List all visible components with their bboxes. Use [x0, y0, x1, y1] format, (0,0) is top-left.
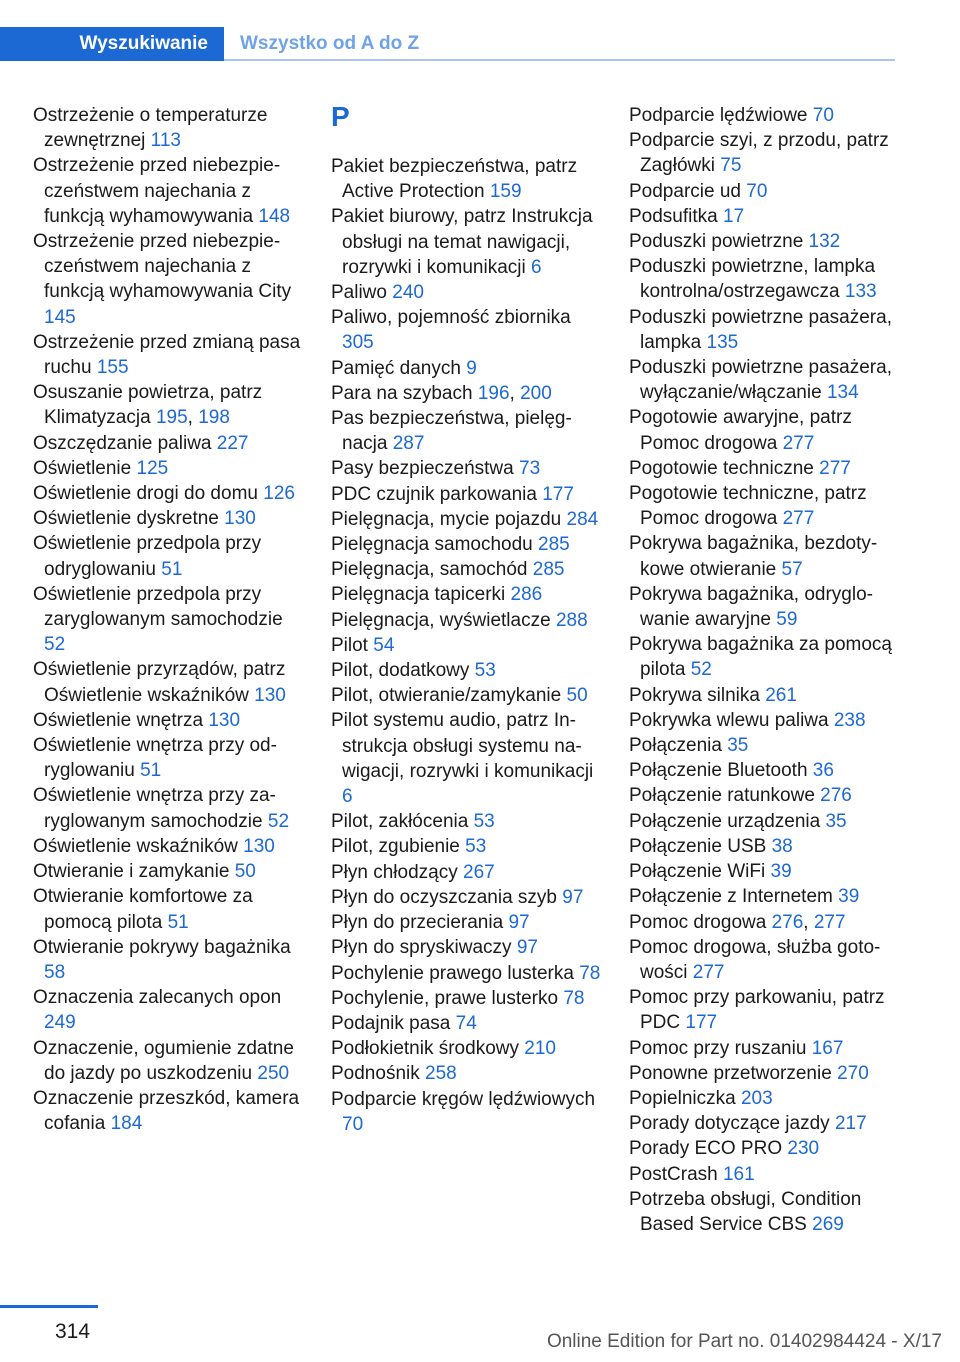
index-term: Popielniczka [629, 1087, 736, 1109]
index-entry [629, 708, 901, 733]
page-reference-link[interactable]: 39 [838, 886, 860, 908]
index-term: Otwieranie i zamykanie [33, 861, 230, 883]
index-entry: Osuszanie powietrza, patrz Klimatyzacja 195, 198 [33, 382, 263, 429]
page-reference-link[interactable]: 78 [579, 962, 601, 984]
page-reference-link[interactable]: 130 [224, 508, 256, 530]
index-entry [331, 406, 601, 456]
index-term: Pamięć danych [331, 357, 461, 379]
index-entry [331, 1061, 601, 1086]
page-reference-link[interactable]: 177 [685, 1012, 718, 1034]
index-term: Połączenie USB [629, 835, 767, 857]
index-term: Pokrywa bagażnika, odryglowanie awaryjne [629, 583, 873, 631]
index-entry [33, 733, 303, 783]
page-reference-link[interactable]: 132 [808, 231, 841, 253]
page-reference-link[interactable]: 70 [812, 105, 834, 126]
index-entry [331, 683, 601, 708]
page-reference-link[interactable]: 135 [706, 331, 739, 353]
page-reference-link[interactable]: 97 [562, 886, 584, 908]
index-term: Oświetlenie wskaźników [33, 835, 238, 857]
index-term: Oświetlenie przedpola przy zaryglowanym samochodzie [33, 583, 283, 631]
page-reference-link[interactable]: 51 [161, 558, 183, 580]
index-term: Podsufitka [629, 205, 718, 227]
index-entry [331, 305, 601, 355]
page-reference-link[interactable]: 200 [520, 382, 552, 404]
index-term: Podłokietnik środkowy [331, 1038, 519, 1060]
index-entry [629, 229, 901, 254]
page-reference-link[interactable]: 184 [110, 1113, 143, 1135]
page-reference-link[interactable]: 267 [463, 861, 495, 883]
index-entry [331, 961, 601, 986]
page-reference-link[interactable]: 130 [243, 835, 275, 857]
page-reference-link[interactable]: 277 [782, 508, 815, 530]
index-entry [629, 758, 901, 783]
index-entry [33, 506, 303, 531]
page-reference-link[interactable]: 50 [566, 685, 588, 707]
index-entry [33, 582, 303, 658]
index-entry [33, 456, 303, 481]
index-term: Ostrzeżenie przed zmianą pasa ruchu [33, 331, 301, 379]
index-term: Paliwo [331, 282, 387, 304]
page-reference-link[interactable]: 130 [254, 684, 286, 706]
index-entry [33, 1036, 303, 1086]
index-entry [629, 632, 901, 682]
index-entry [331, 834, 601, 859]
page-number: 314 [55, 1320, 91, 1343]
page-reference-link[interactable]: 52 [44, 634, 66, 656]
index-term: Podparcie lędźwiowe [629, 105, 808, 126]
index-term: Oświetlenie drogi do domu [33, 483, 258, 505]
index-entry [629, 809, 901, 834]
index-term: Połączenie urządzenia [629, 810, 821, 832]
index-term: Oznaczenia zalecanych opon [33, 987, 282, 1009]
index-term: Pielęgnacja tapicerki [331, 584, 506, 606]
index-term: Pogotowie techniczne [629, 457, 814, 479]
index-term: Połączenie z Internetem [629, 886, 833, 908]
page-reference-link[interactable]: 35 [825, 810, 847, 832]
index-term: Pilot, zakłócenia [331, 811, 469, 833]
index-entry [33, 884, 303, 934]
page-reference-link[interactable]: 51 [140, 760, 162, 782]
index-entry [331, 507, 601, 532]
index-term: Otwieranie pokrywy bagażnika [33, 936, 291, 958]
page-reference-link[interactable]: 6 [342, 786, 353, 808]
page-reference-link[interactable]: 145 [44, 306, 76, 328]
index-term: Pilot systemu audio, patrz Instrukcja obsługi systemu nawigacji, rozrywki i komunikacji [331, 710, 594, 782]
page-reference-link[interactable]: 39 [770, 861, 792, 883]
index-term: Porady dotyczące jazdy [629, 1113, 830, 1135]
index-term: Podparcie ud [629, 180, 741, 202]
index-entry [33, 985, 303, 1035]
index-entry [331, 280, 601, 305]
index-term: Oświetlenie [33, 457, 132, 479]
page-reference-link[interactable]: 284 [566, 508, 599, 530]
index-column-2 [331, 103, 601, 1137]
index-term: Pomoc drogowa [629, 911, 767, 933]
page-reference-link[interactable]: 217 [834, 1113, 867, 1135]
page-reference-link[interactable]: 167 [811, 1037, 844, 1059]
page-reference-link[interactable]: 177 [542, 483, 574, 505]
index-term: Ostrzeżenie przed niebezpieczeństwem najechania z funkcją wyhamowywania [33, 155, 281, 227]
index-entry [629, 481, 901, 531]
page-reference-link[interactable]: 52 [690, 659, 712, 681]
index-entry [629, 1162, 901, 1187]
page-reference-link[interactable]: 53 [474, 660, 496, 682]
index-term: Potrzeba obsługi, Condition Based Service CBS [629, 1188, 862, 1235]
index-term: Oszczędzanie paliwa [33, 432, 212, 454]
index-term: Połączenie Bluetooth [629, 760, 808, 782]
index-entry: Pomoc drogowa 276, 277 [629, 911, 846, 933]
index-term: Płyn chłodzący [331, 861, 458, 883]
footer-edition-note: Online Edition for Part no. 01402984424 - X/17 [546, 1331, 942, 1352]
page-reference-link[interactable]: 269 [812, 1213, 844, 1235]
index-entry [331, 708, 601, 809]
index-term: Pomoc przy ruszaniu [629, 1037, 807, 1059]
index-entry [33, 783, 303, 833]
index-term: Pokrywa bagażnika, bezdotykowe otwieranie [629, 533, 878, 580]
index-term: Pochylenie prawego lusterka [331, 962, 574, 984]
index-term: Ostrzeżenie o temperaturze zewnętrznej [33, 105, 268, 152]
page-reference-link[interactable]: 50 [234, 861, 256, 883]
index-term: Paliwo, pojemność zbiornika [331, 307, 571, 329]
index-term: Podparcie kręgów lędźwiowych [331, 1088, 596, 1110]
index-term: Pilot, dodatkowy [331, 660, 470, 682]
index-term: Pogotowie techniczne, patrz Pomoc drogowa [629, 483, 867, 530]
index-entry [331, 456, 601, 481]
index-entry [331, 633, 601, 658]
index-term: Pilot, otwieranie/zamykanie [331, 685, 562, 707]
index-entry [33, 657, 303, 707]
index-entry [629, 254, 901, 304]
index-column-1 [33, 103, 303, 1136]
page-reference-link[interactable]: 240 [392, 282, 424, 304]
index-term: Oświetlenie wnętrza [33, 709, 204, 731]
index-entry [629, 531, 901, 581]
index-entry [331, 204, 601, 280]
page-reference-link[interactable]: 70 [342, 1113, 364, 1135]
index-entry [629, 834, 901, 859]
page-reference-link[interactable]: 126 [263, 483, 295, 505]
index-entry [629, 128, 901, 178]
index-entry [629, 683, 901, 708]
index-entry [331, 658, 601, 683]
page-reference-link[interactable]: 198 [198, 407, 230, 429]
page-reference-link[interactable]: 238 [833, 709, 866, 731]
index-entry [33, 1086, 303, 1136]
page-reference-link[interactable]: 9 [466, 357, 477, 379]
index-term: Płyn do przecierania [331, 912, 504, 934]
page-reference-link[interactable]: 258 [425, 1063, 457, 1085]
index-entry [33, 103, 303, 153]
index-term: Podajnik pasa [331, 1012, 451, 1034]
index-term: Para na szybach [331, 382, 473, 404]
index-term: Pomoc drogowa, służba gotowości [629, 936, 881, 983]
index-term: Połączenia [629, 735, 722, 757]
page-reference-link[interactable]: 134 [826, 382, 859, 404]
tab-search[interactable]: Wyszukiwanie [0, 27, 224, 61]
page-reference-link[interactable]: 288 [555, 609, 588, 631]
index-term: Poduszki powietrzne [629, 231, 804, 253]
index-term: Pielęgnacja samochodu [331, 534, 533, 556]
page-reference-link[interactable]: 52 [267, 810, 290, 832]
index-term: Pielęgnacja, samochód [331, 559, 528, 581]
page-reference-link[interactable]: 287 [392, 433, 425, 455]
index-term: Pakiet bezpieczeństwa, patrz Active Protection [331, 156, 578, 203]
page-reference-link[interactable]: 73 [519, 458, 541, 480]
page-reference-link[interactable]: 155 [96, 357, 129, 379]
page-reference-link[interactable]: 53 [473, 811, 495, 833]
page-reference-link[interactable]: 277 [692, 961, 725, 983]
index-entry [629, 204, 901, 229]
index-entry [629, 355, 901, 405]
index-entry [331, 809, 601, 834]
index-term: Poduszki powietrzne pasażera, wyłączanie/włączanie [629, 357, 892, 404]
index-term: Pokrywka wlewu paliwa [629, 709, 829, 731]
index-entry [331, 482, 601, 507]
index-entry [331, 986, 601, 1011]
page-reference-link[interactable]: 58 [44, 961, 66, 983]
index-entry [629, 305, 901, 355]
index-term: PostCrash [629, 1163, 718, 1185]
index-entry [33, 431, 303, 456]
index-entry [33, 481, 303, 506]
index-entry: Para na szybach 196, 200 [331, 382, 552, 404]
index-term: Poduszki powietrzne, lampka kontrolna/ostrzegawcza [629, 256, 876, 303]
index-term: Porady ECO PRO [629, 1138, 783, 1160]
index-term: Pielęgnacja, wyświetlacze [331, 609, 551, 631]
page-reference-link[interactable]: 35 [727, 735, 749, 757]
page-reference-link[interactable]: 249 [44, 1012, 76, 1034]
page-reference-link[interactable]: 57 [781, 558, 803, 580]
page-reference-link[interactable]: 210 [524, 1038, 556, 1060]
index-entry [331, 885, 601, 910]
index-term: PDC czujnik parkowania [331, 483, 537, 505]
page-reference-link[interactable]: 286 [510, 584, 543, 606]
index-entry [331, 608, 601, 633]
index-entry [331, 582, 601, 607]
index-entry [33, 531, 303, 581]
index-term: Oświetlenie wnętrza przy odryglowaniu [33, 735, 277, 782]
page-reference-link[interactable]: 270 [837, 1062, 869, 1084]
index-term: Oświetlenie przyrządów, patrz Oświetlenie wskaźników [33, 659, 286, 706]
page-reference-link[interactable]: 125 [136, 457, 169, 479]
index-term: Pas bezpieczeństwa, pielęgnacja [331, 408, 572, 455]
page-reference-link[interactable]: 78 [563, 987, 585, 1009]
page-reference-link[interactable]: 285 [538, 534, 570, 556]
page-reference-link[interactable]: 97 [516, 937, 538, 959]
index-entry [331, 910, 601, 935]
index-term: Pilot, zgubienie [331, 836, 460, 858]
index-entry [629, 582, 901, 632]
page-reference-link[interactable]: 277 [782, 432, 815, 454]
index-entry [331, 860, 601, 885]
page-reference-link[interactable]: 250 [257, 1062, 290, 1084]
index-term: Oświetlenie wnętrza przy zaryglowanym samochodzie [33, 785, 276, 832]
index-term: Podparcie szyi, z przodu, patrz Zagłówki [629, 130, 889, 177]
page-reference-link[interactable]: 195 [155, 407, 188, 429]
index-term: Oznaczenie przeszkód, kamera cofania [33, 1087, 300, 1135]
page-reference-link[interactable]: 285 [532, 559, 565, 581]
index-entry [629, 456, 901, 481]
index-term: Pomoc przy parkowaniu, patrz PDC [629, 987, 885, 1034]
page-reference-link[interactable]: 130 [208, 709, 241, 731]
index-term: Płyn do oczyszczania szyb [331, 886, 557, 908]
index-term: Pilot [331, 634, 368, 656]
page-reference-link[interactable]: 54 [373, 634, 395, 656]
index-term: Pakiet biurowy, patrz Instrukcja obsługi na temat nawigacji, rozrywki i komunikacji [331, 206, 593, 278]
index-entry [629, 103, 901, 128]
page-reference-link[interactable]: 97 [508, 912, 530, 934]
page-reference-link[interactable]: 75 [720, 155, 742, 177]
section-letter-heading: P [331, 101, 350, 132]
index-entry [629, 733, 901, 758]
page-reference-link[interactable]: 196 [477, 382, 510, 404]
index-entry [629, 935, 901, 985]
index-entry [629, 783, 901, 808]
page-reference-link[interactable]: 159 [489, 181, 522, 203]
index-term: Otwieranie komfortowe za pomocą pilota [33, 886, 253, 933]
page-reference-link[interactable]: 305 [342, 332, 374, 354]
page-reference-link[interactable]: 38 [771, 835, 793, 857]
index-term: Pogotowie awaryjne, patrz Pomoc drogowa [629, 407, 852, 454]
index-entry [331, 557, 601, 582]
index-term: Pasy bezpieczeństwa [331, 458, 514, 480]
page-reference-link[interactable]: 36 [812, 760, 834, 782]
index-term: Pokrywa silnika [629, 684, 760, 706]
index-term: Połączenie ratunkowe [629, 785, 815, 807]
index-term: Pochylenie, prawe lusterko [331, 987, 559, 1009]
index-term: Oświetlenie dyskretne [33, 508, 219, 530]
page-reference-link[interactable]: 74 [455, 1012, 477, 1034]
index-tab-bar [0, 27, 895, 61]
page-reference-link[interactable]: 70 [746, 180, 768, 202]
index-term: Oznaczenie, ogumienie zdatne do jazdy po uszkodzeniu [33, 1037, 294, 1084]
tab-a-to-z[interactable]: Wszystko od A do Z [240, 33, 420, 54]
page-reference-link[interactable]: 261 [765, 684, 797, 706]
page-reference-link[interactable]: 277 [819, 457, 851, 479]
index-entry [629, 859, 901, 884]
index-entry [33, 708, 303, 733]
page-reference-link[interactable]: 53 [465, 836, 487, 858]
page-reference-link[interactable]: 59 [776, 609, 798, 631]
index-entry [33, 153, 303, 229]
footer-rule [0, 1305, 98, 1308]
index-term: Pielęgnacja, mycie pojazdu [331, 508, 562, 530]
index-term: Poduszki powietrzne pasażera, lampka [629, 306, 892, 353]
index-term: Ostrzeżenie przed niebezpieczeństwem najechania z funkcją wyhamowywania City [33, 231, 292, 303]
page-reference-link[interactable]: 276 [771, 911, 804, 933]
index-term: Oświetlenie przedpola przy odryglowaniu [33, 533, 262, 580]
page-reference-link[interactable]: 203 [740, 1087, 773, 1109]
index-entry [629, 1086, 901, 1111]
index-entry [629, 1061, 901, 1086]
index-entry [331, 1011, 601, 1036]
index-entry [33, 229, 303, 330]
index-entry [331, 532, 601, 557]
page-reference-link[interactable]: 227 [216, 432, 249, 454]
index-term: Osuszanie powietrza, patrz Klimatyzacja [33, 382, 263, 429]
index-entry [629, 405, 901, 455]
index-entry [629, 1111, 901, 1136]
page-reference-link[interactable]: 161 [722, 1163, 755, 1185]
index-entry [629, 1187, 901, 1237]
index-column-3 [629, 103, 901, 1237]
page-reference-link[interactable]: 133 [844, 281, 877, 303]
index-entry [331, 1036, 601, 1061]
index-entry [33, 935, 303, 985]
index-entry [629, 985, 901, 1035]
index-entry [33, 834, 303, 859]
index-entry [629, 1136, 901, 1161]
index-term: Połączenie WiFi [629, 861, 766, 883]
index-term: Podnośnik [331, 1063, 420, 1085]
index-entry [629, 179, 901, 204]
page-reference-link[interactable]: 51 [167, 911, 189, 933]
index-term: Ponowne przetworzenie [629, 1062, 832, 1084]
page-reference-link[interactable]: 148 [258, 205, 291, 227]
index-entry [33, 330, 303, 380]
index-entry [33, 859, 303, 884]
index-term: Płyn do spryskiwaczy [331, 937, 512, 959]
page-reference-link[interactable]: 230 [787, 1138, 820, 1160]
page-reference-link[interactable]: 6 [530, 256, 542, 278]
page-reference-link[interactable]: 277 [813, 911, 846, 933]
index-entry [629, 1036, 901, 1061]
index-entry [331, 154, 601, 204]
index-entry [331, 356, 601, 381]
index-term: Pokrywa bagażnika za pomocą pilota [629, 634, 892, 681]
tab-underline [224, 59, 895, 61]
index-entry [331, 1087, 601, 1137]
page-reference-link[interactable]: 276 [820, 785, 852, 807]
index-entry [331, 935, 601, 960]
page-reference-link[interactable]: 17 [723, 205, 745, 227]
page-reference-link[interactable]: 113 [150, 130, 181, 152]
index-entry [629, 884, 901, 909]
